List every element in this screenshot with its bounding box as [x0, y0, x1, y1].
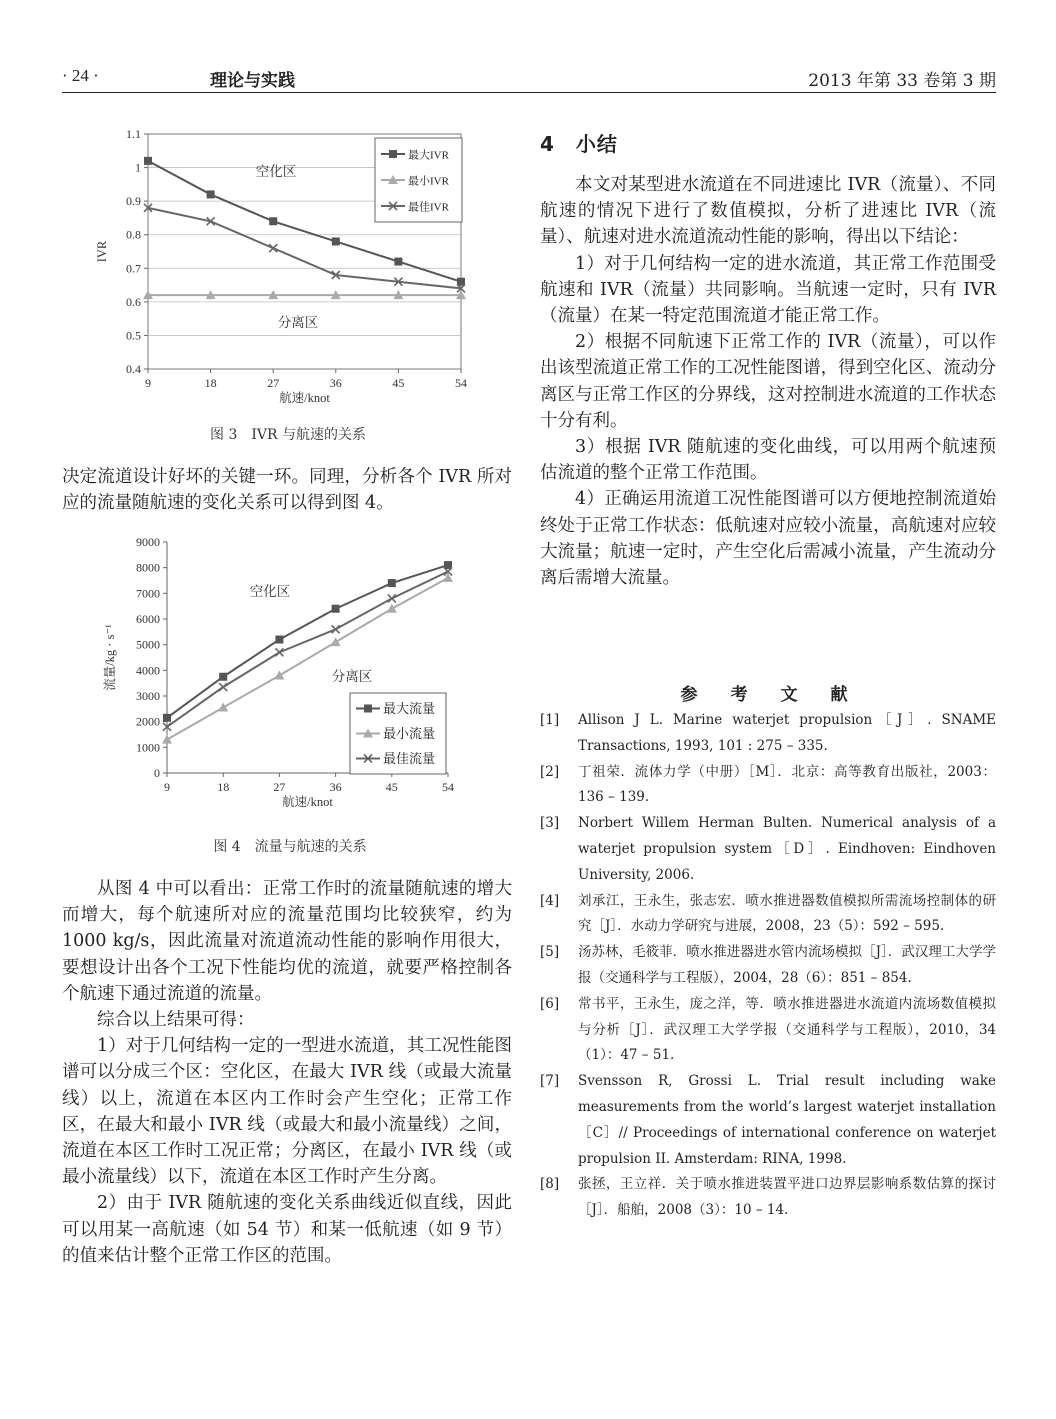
x-tick-label: 18: [217, 780, 230, 794]
page-number: · 24 ·: [62, 66, 99, 85]
data-point: [388, 594, 396, 602]
paragraph-text: 3）根据 IVR 随航速的变化曲线，可以用两个航速预估流道的整个正常工作范围。: [540, 437, 996, 484]
reference-number: [2]: [540, 763, 560, 780]
paragraph-text: 2）根据不同航速下正常工作的 IVR（流量），可以作出该型流道正常工作的工况性能图谱，得到空化区、流动分离区与正常工作区的分界线，这对控制进水流道的工作状态十分有利。: [540, 332, 996, 431]
data-point: [162, 735, 172, 744]
x-tick-label: 54: [455, 376, 467, 390]
data-point: [388, 579, 396, 587]
reference-item: [540, 940, 996, 992]
section-title: 理论与实践: [210, 71, 295, 91]
zone-label-cavitation: 空化区: [249, 584, 291, 599]
figure-3-caption: 图 3 IVR 与航速的关系: [210, 427, 366, 443]
data-point: [274, 670, 284, 679]
figure-4-chart: [100, 530, 480, 815]
data-point: [331, 637, 341, 646]
reference-number: [1]: [540, 712, 560, 728]
data-point: [219, 673, 227, 681]
reference-number: [5]: [540, 944, 560, 961]
reference-text: Norbert Willem Herman Bulten. Numerical analysis of a waterjet propulsion system［D］. Eindhoven: Eindhoven University, 2006.: [578, 815, 996, 883]
y-tick-label: 0.6: [126, 294, 141, 309]
x-axis-label: 航速/knot: [279, 391, 330, 405]
x-tick-label: 9: [145, 376, 151, 390]
y-axis-label: 流量/kg · s⁻¹: [103, 624, 117, 691]
reference-item: [540, 760, 996, 812]
y-tick-label: 8000: [136, 560, 160, 575]
data-point: [332, 237, 340, 245]
y-tick-label: 0.5: [126, 328, 141, 343]
issue-info: 2013 年第 33 卷第 3 期: [808, 71, 996, 91]
data-point: [387, 604, 397, 613]
references-heading: 参 考 文 献: [680, 685, 856, 705]
left-body: [62, 876, 512, 1269]
paragraph-text: 本文对某型进水流道在不同进速比 IVR（流量）、不同航速的情况下进行了数值模拟，分析了进速比 IVR（流量）、航速对进水流道流动性能的影响，得出以下结论：: [540, 175, 996, 248]
running-header: [62, 66, 996, 92]
paragraph-text: 1）对于几何结构一定的进水流道，其正常工作范围受航速和 IVR（流量）共同影响。当航速一定时，只有 IVR（流量）在某一特定范围流道才能正常工作。: [540, 253, 996, 327]
legend-label: 最小IVR: [408, 175, 449, 188]
y-tick-label: 0.8: [126, 227, 141, 242]
legend-label: 最佳流量: [383, 751, 436, 766]
data-point: [275, 648, 283, 656]
reference-item: [540, 1172, 996, 1224]
reference-text: Allison J L. Marine waterjet propulsion［J］. SNAME Transactions, 1993, 101 : 275 – 335.: [578, 712, 996, 754]
data-point: [332, 625, 340, 633]
y-tick-label: 0: [154, 766, 160, 780]
x-tick-label: 36: [329, 376, 342, 390]
zone-label-separation: 分离区: [277, 315, 319, 330]
legend-label: 最大流量: [383, 701, 436, 716]
paragraph-text: 从图 4 中可以看出：正常工作时的流量随航速的增大而增大，每个航速所对应的流量范围均比较狭窄，约为 1000 kg/s，因此流量对流道流动性能的影响作用很大，要想设计出各个工况下性能均优的流道，就要严格控制各个航速下通过流道的流量。: [62, 879, 512, 1004]
x-tick-label: 54: [442, 780, 454, 794]
x-tick-label: 45: [385, 780, 398, 794]
reference-text: Svensson R, Grossi L. Trial result including wake measurements from the world’s largest waterjet installation［C］// Proceedings of international conference on waterjet propulsion II. Amsterdam: RINA, 1998.: [578, 1073, 996, 1167]
x-tick-label: 18: [204, 376, 217, 390]
reference-number: [4]: [540, 892, 560, 909]
reference-number: [8]: [540, 1176, 560, 1193]
y-tick-label: 4000: [136, 663, 160, 678]
x-tick-label: 27: [273, 780, 286, 794]
y-tick-label: 6000: [136, 612, 160, 626]
y-tick-label: 3000: [136, 689, 160, 703]
data-point: [269, 244, 277, 252]
paragraph-text: 决定流道设计好坏的关键一环。同理，分析各个 IVR 所对应的流量随航速的变化关系可以得到图 4。: [62, 467, 512, 514]
reference-item: [540, 708, 996, 760]
y-tick-label: 0.7: [126, 261, 141, 276]
zone-label-separation: 分离区: [331, 669, 373, 684]
reference-text: 刘承江，王永生，张志宏．喷水推进器数值模拟所需流场控制体的研究［J］．水动力学研究与进展，2008，23（5）：592 – 595.: [578, 892, 996, 935]
paragraph-text: 2）由于 IVR 随航速的变化关系曲线近似直线，因此可以用某一高航速（如 54 节）和某一低航速（如 9 节）的值来估计整个正常工作区的范围。: [62, 1193, 512, 1266]
reference-text: 丁祖荣．流体力学（中册）［M］．北京：高等教育出版社，2003：136 – 139.: [578, 763, 996, 806]
y-tick-label: 2000: [136, 714, 160, 729]
reference-item: [540, 811, 996, 888]
figure-4-caption: 图 4 流量与航速的关系: [213, 839, 367, 855]
x-tick-label: 45: [392, 376, 405, 390]
paragraph-text: 4）正确运用流道工况性能图谱可以方便地控制流道始终处于正常工作状态：低航速对应较小流量，高航速对应较大流量；航速一定时，产生空化后需减小流量，产生流动分离后需增大流量。: [540, 489, 996, 589]
legend-marker: [364, 705, 372, 713]
y-tick-label: 1.1: [126, 127, 141, 141]
x-axis-label: 航速/knot: [282, 795, 333, 809]
data-point: [218, 703, 228, 712]
reference-number: [3]: [540, 815, 560, 832]
y-tick-label: 1000: [136, 740, 160, 755]
left-paragraph-1: [62, 464, 512, 516]
reference-item: [540, 889, 996, 941]
data-point: [269, 217, 277, 225]
section-heading: 4 小结: [540, 132, 618, 156]
reference-number: [7]: [540, 1073, 560, 1090]
x-tick-label: 27: [267, 376, 280, 390]
y-tick-label: 0.9: [126, 194, 141, 209]
reference-item: [540, 1069, 996, 1172]
legend-marker: [389, 150, 397, 158]
y-tick-label: 5000: [136, 637, 160, 652]
data-point: [332, 605, 340, 613]
reference-text: 张拯，王立祥．关于喷水推进装置平进口边界层影响系数估算的探讨［J］．船舶，2008（3）：10 – 14.: [578, 1176, 996, 1219]
x-tick-label: 36: [329, 780, 342, 794]
data-point: [394, 258, 402, 266]
reference-text: 常书平，王永生，庞之洋，等．喷水推进器进水流道内流场数值模拟与分析［J］．武汉理工大学学报（交通科学与工程版），2010，34（1）：47 – 51.: [578, 995, 996, 1064]
data-point: [207, 190, 215, 198]
legend-label: 最大IVR: [408, 149, 449, 162]
zone-label-cavitation: 空化区: [255, 164, 297, 179]
paragraph-text: 综合以上结果可得：: [97, 1010, 255, 1031]
reference-item: [540, 992, 996, 1069]
y-tick-label: 9000: [136, 535, 160, 549]
legend-label: 最小流量: [383, 726, 436, 741]
y-tick-label: 1: [135, 160, 141, 175]
header-rule: [62, 92, 996, 93]
paragraph-text: 1）对于几何结构一定的一型进水流道，其工况性能图谱可以分成三个区：空化区，在最大 IVR 线（或最大流量线）以上，流道在本区内工作时会产生空化；正常工作区，在最大和最小 IVR 线（或最大和最小流量线）之间，流道在本区工作时工况正常；分离区，在最小 IVR 线（或最小流量线）以下，流道在本区工作时产生分离。: [62, 1036, 512, 1188]
data-point: [144, 157, 152, 165]
data-point: [163, 714, 171, 722]
x-tick-label: 9: [164, 780, 170, 794]
right-body: [540, 172, 996, 591]
y-tick-label: 7000: [136, 586, 160, 601]
data-point: [219, 683, 227, 691]
data-point: [275, 636, 283, 644]
reference-list: [540, 708, 996, 1224]
reference-text: 汤苏林，毛筱菲．喷水推进器进水管内流场模拟［J］．武汉理工大学学报（交通科学与工程版），2004，28（6）：851 – 854.: [578, 944, 996, 986]
legend-label: 最佳IVR: [408, 201, 449, 214]
y-tick-label: 0.4: [126, 362, 141, 376]
reference-number: [6]: [540, 995, 560, 1012]
figure-3-chart: [88, 122, 488, 412]
y-axis-label: IVR: [95, 240, 109, 263]
